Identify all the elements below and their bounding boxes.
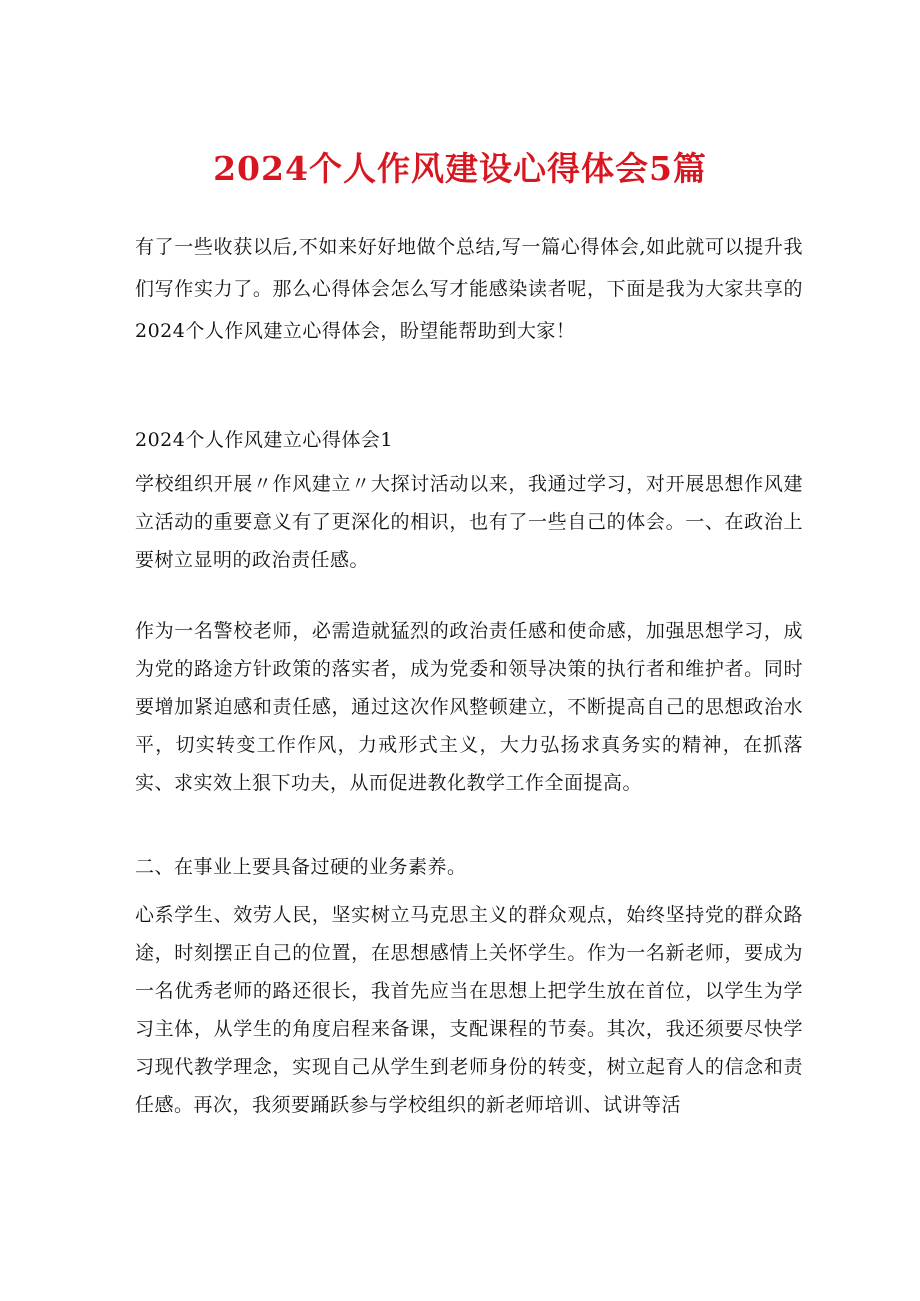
- document-title: 2024个人作风建设心得体会5篇: [213, 149, 707, 188]
- body-paragraph: 心系学生、效劳人民，坚实树立马克思主义的群众观点，始终坚持党的群众路途，时刻摆正自己的位置，在思想感情上关怀学生。作为一名新老师，要成为一名优秀老师的路还很长，我首先应当在思想上把学生放在首位，以学生为学习主体，从学生的角度启程来备课，支配课程的节奏。其次，我还须要尽快学习现代教学理念，实现自己从学生到老师身份的转变，树立起育人的信念和责任感。再次，我须要踊跃参与学校组织的新老师培训、试讲等活: [135, 904, 803, 1116]
- body-paragraph: 作为一名警校老师，必需造就猛烈的政治责任感和使命感，加强思想学习，成为党的路途方针政策的落实者，成为党委和领导决策的执行者和维护者。同时要增加紧迫感和责任感，通过这次作风整顿建立，不断提高自己的思想政治水平，切实转变工作作风，力戒形式主义，大力弘扬求真务实的精神，在抓落实、求实效上狠下功夫，从而促进教化教学工作全面提高。: [135, 620, 803, 794]
- subheading-paragraph: 二、在事业上要具备过硬的业务素养。: [135, 856, 467, 878]
- section-heading: 2024个人作风建立心得体会1: [135, 429, 393, 451]
- intro-paragraph: 有了一些收获以后,不如来好好地做个总结,写一篇心得体会,如此就可以提升我们写作实力了。那么心得体会怎么写才能感染读者呢，下面是我为大家共享的2024个人作风建立心得体会，盼望能帮助到大家！: [135, 236, 803, 342]
- body-paragraph: 学校组织开展〃作风建立〃大探讨活动以来，我通过学习，对开展思想作风建立活动的重要意义有了更深化的相识，也有了一些自己的体会。一、在政治上要树立显明的政治责任感。: [135, 473, 803, 571]
